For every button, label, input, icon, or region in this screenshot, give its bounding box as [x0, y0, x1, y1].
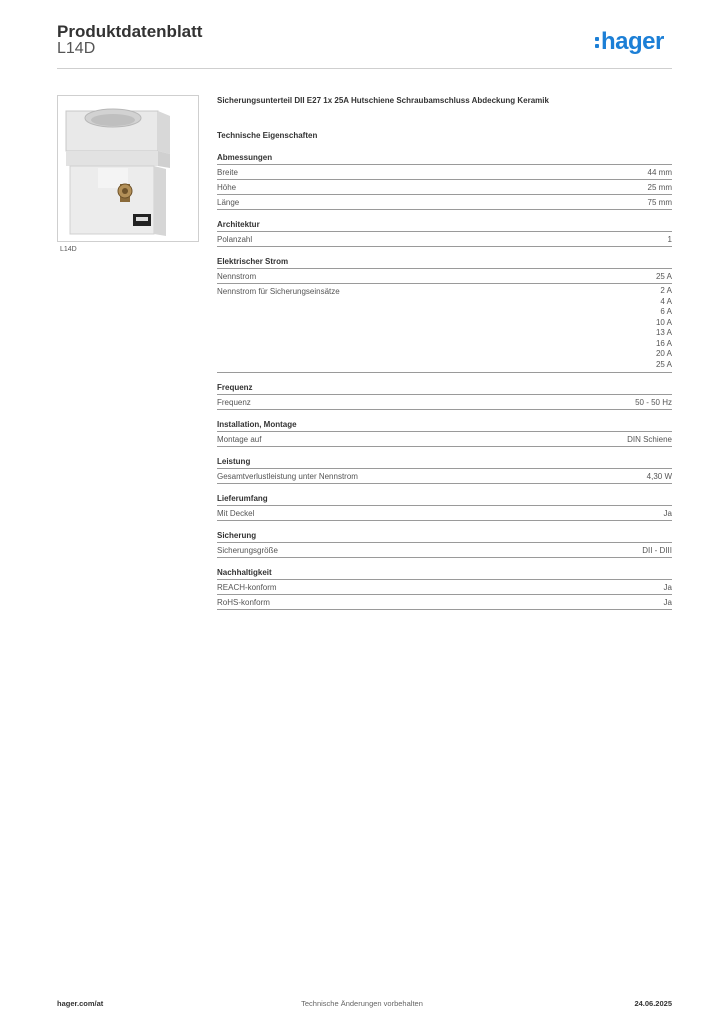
spec-row [217, 543, 672, 558]
spec-row [217, 284, 672, 373]
section-elektrischer-strom [217, 257, 672, 373]
spec-label: RoHS-konform [217, 598, 270, 607]
spec-value: 44 mm [647, 168, 672, 177]
section-title: Sicherung [217, 531, 672, 543]
spec-value: Ja [663, 509, 672, 518]
spec-value: DII - DIII [642, 546, 672, 555]
spec-value: 13 A [655, 328, 672, 337]
spec-value: DIN Schiene [627, 435, 672, 444]
spec-label: REACH-konform [217, 583, 277, 592]
section-abmessungen [217, 153, 672, 210]
spec-value-list [656, 286, 672, 370]
spec-value: 25 mm [647, 183, 672, 192]
section-title: Installation, Montage [217, 420, 672, 432]
spec-row [217, 232, 672, 247]
spec-label: Sicherungsgröße [217, 546, 278, 555]
section-frequenz [217, 383, 672, 410]
spec-value: Ja [663, 583, 672, 592]
section-title: Nachhaltigkeit [217, 568, 672, 580]
spec-value: 25 A [655, 272, 672, 281]
image-caption: L14D [60, 246, 77, 253]
spec-row [217, 580, 672, 595]
section-title: Elektrischer Strom [217, 257, 672, 269]
section-title: Leistung [217, 457, 672, 469]
spec-row [217, 195, 672, 210]
spec-label: Polanzahl [217, 235, 253, 244]
spec-row [217, 165, 672, 180]
tech-heading: Technische Eigenschaften [217, 131, 318, 140]
spec-row [217, 595, 672, 610]
spec-value: 10 A [655, 317, 672, 327]
document-title: Produktdatenblatt [57, 22, 203, 41]
footer-website-link[interactable]: hager.com/at [57, 999, 104, 1008]
spec-label: Breite [217, 168, 238, 177]
spec-value: 25 A [655, 359, 672, 369]
section-sicherung [217, 531, 672, 558]
spec-row [217, 506, 672, 521]
spec-row [217, 180, 672, 195]
section-leistung [217, 457, 672, 484]
product-image [57, 95, 199, 242]
spec-label: Montage auf [217, 435, 262, 444]
spec-row [217, 469, 672, 484]
product-code: L14D [57, 40, 96, 57]
header-divider [57, 68, 672, 69]
product-description: Sicherungsunterteil DII E27 1x 25A Hutschiene Schraubamschluss Abdeckung Keramik [217, 96, 549, 105]
spec-value: 1 [667, 235, 672, 244]
section-title: Lieferumfang [217, 494, 672, 506]
footer-notice: Technische Änderungen vorbehalten [301, 999, 423, 1008]
spec-value: 16 A [655, 338, 672, 348]
spec-value: 50 - 50 Hz [635, 398, 672, 407]
section-title: Frequenz [217, 383, 672, 395]
spec-content [217, 96, 672, 620]
spec-label: Mit Deckel [217, 509, 255, 518]
section-title: Abmessungen [217, 153, 672, 165]
spec-value: 75 mm [647, 198, 672, 207]
fuse-base-icon [58, 96, 198, 241]
spec-label: Nennstrom [217, 272, 257, 281]
spec-row [217, 432, 672, 447]
spec-value: 4 A [660, 296, 672, 306]
hager-logo [595, 28, 664, 56]
spec-label: Länge [217, 198, 240, 207]
logo-text: hager [601, 28, 664, 55]
section-title: Architektur [217, 220, 672, 232]
section-lieferumfang [217, 494, 672, 521]
spec-row [217, 395, 672, 410]
spec-value: 4,30 W [646, 472, 672, 481]
spec-label: Gesamtverlustleistung unter Nennstrom [217, 472, 358, 481]
spec-value: 6 A [660, 307, 672, 316]
spec-label: Nennstrom für Sicherungseinsätze [217, 287, 340, 296]
spec-row [217, 269, 672, 284]
section-architektur [217, 220, 672, 247]
spec-value: Ja [663, 598, 672, 607]
spec-label: Frequenz [217, 398, 251, 407]
section-installation [217, 420, 672, 447]
spec-value: 20 A [655, 349, 672, 358]
section-nachhaltigkeit [217, 568, 672, 610]
footer-date: 24.06.2025 [634, 999, 672, 1008]
spec-label: Höhe [217, 183, 237, 192]
spec-value: 2 A [660, 286, 672, 295]
